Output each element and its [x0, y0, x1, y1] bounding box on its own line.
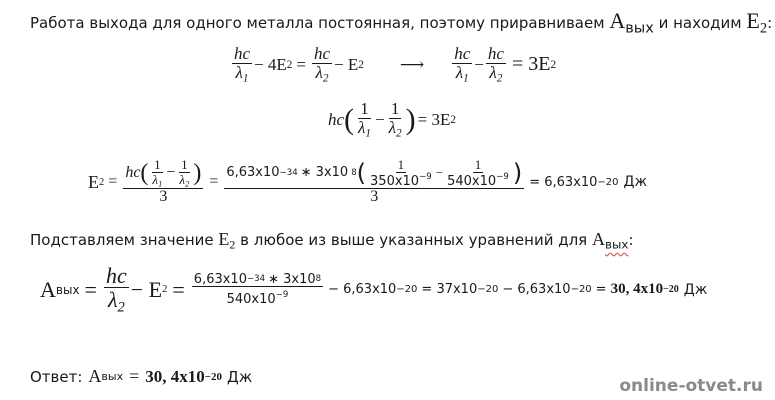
intro-text: Работа выхода для одного металла постоянная, поэтому приравниваем: [30, 14, 605, 32]
frac-hc-l2: $\frac{hc}{\lambda_2}$: [313, 44, 331, 85]
equation-4: A вых = $\frac{hc}{\lambda_2}$ − E 2 = 6,63x10 −34 ∗ 3x10 8 $540x10^{-9}$ − 6,63x10 −20 = 37x10 −20 − 6,63x10 −20 = 30, 4x10 −20 Дж: [40, 263, 708, 316]
e2-symbol: $E_2$: [746, 8, 768, 37]
substitute-line: Подставляем значение $E_2$ в любое из выше указанных уравнений для $A_{вых}$:: [30, 229, 634, 252]
watermark: online-otvet.ru: [619, 376, 763, 396]
intro-line: Работа выхода для одного металла постоянная, поэтому приравниваем $A_{вых}$ и находим $E_2$:: [30, 8, 773, 37]
frac-hc-l1: $\frac{hc}{\lambda_1}$: [234, 44, 251, 85]
equation-2: hc ( $\frac{1}{\lambda_1}$ − $\frac{1}{\lambda_2}$ ) = 3E 2: [328, 99, 456, 140]
frac-e2-numeric: 6,63x10 −34 ∗ 3x10 8 ( $\frac{1}{350x10^{-9}}$ − $\frac{1}{540x10^{-9}}$ ) 3: [226, 157, 523, 206]
arrow-icon: ⟶: [399, 54, 425, 74]
e2-symbol: $E_2$: [218, 229, 236, 252]
frac-e2-symbolic: hc ( $\frac{1}{\lambda_1}$ − $\frac{1}{\lambda_2}$ ) 3: [125, 157, 202, 206]
a-symbol: $A_{вых}$: [591, 229, 629, 252]
frac-a-numeric: 6,63x10 −34 ∗ 3x10 8 $540x10^{-9}$: [193, 271, 322, 308]
answer-label: Ответ:: [30, 367, 83, 386]
frac-hc-l2-b: $\frac{hc}{\lambda_2}$: [487, 44, 504, 85]
frac-hc-l1-b: $\frac{hc}{\lambda_1}$: [454, 44, 471, 85]
a-symbol: $A_{вых}$: [609, 8, 654, 37]
equation-1: $\frac{hc}{\lambda_1}$ − 4E 2 = $\frac{hc}{\lambda_2}$ − E 2 ⟶ $\frac{hc}{\lambda_1}$ − $\frac{hc}{\lambda_2}$ = 3E 2: [234, 44, 557, 85]
and-find-text: и находим: [658, 14, 742, 32]
answer-line: Ответ: A вых = 30, 4x10 −20 Дж: [30, 366, 253, 386]
equation-3: E 2 = hc ( $\frac{1}{\lambda_1}$ − $\frac{1}{\lambda_2}$ ) 3 = 6,63x10 −34 ∗ 3x10 8 ( $\frac{1}{350x10^{-9}}$ − $\frac{1}{540x10^{-9}}$ ) 3 = 6,63x10 −20 Дж: [88, 157, 648, 206]
